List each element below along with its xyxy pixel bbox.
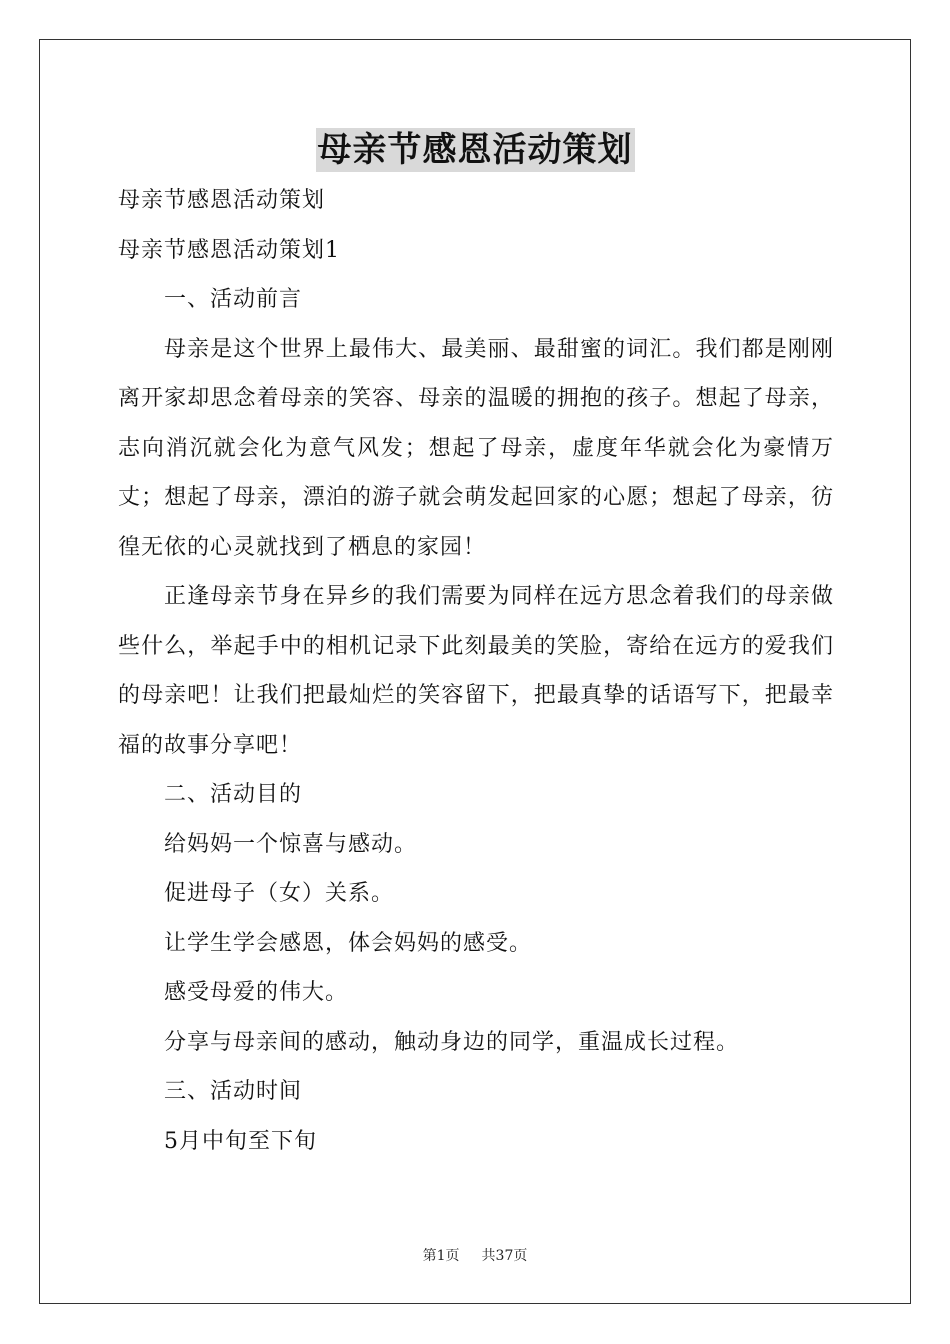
page-total: 共37页	[481, 1248, 528, 1264]
document-body	[118, 176, 834, 1166]
purpose-item: 分享与母亲间的感动，触动身边的同学，重温成长过程。	[164, 1029, 740, 1055]
page-footer	[0, 1247, 950, 1265]
subtitle-line: 母亲节感恩活动策划	[118, 188, 326, 213]
purpose-item: 感受母爱的伟大。	[164, 980, 349, 1005]
body-paragraph: 正逢母亲节身在异乡的我们需要为同样在远方思念着我们的母亲做些什么，举起手中的相机记录下此刻最美的笑脸，寄给在远方的爱我们的母亲吧！让我们把最灿烂的笑容留下，把最真挚的话语写下，把最幸福的故事分享吧！	[118, 584, 834, 758]
heading-activity-purpose: 二、活动目的	[164, 782, 303, 807]
purpose-item: 让学生学会感恩，体会妈妈的感受。	[164, 930, 533, 956]
body-paragraph: 母亲是这个世界上最伟大、最美丽、最甜蜜的词汇。我们都是刚刚离开家却思念着母亲的笑容、母亲的温暖的拥抱的孩子。想起了母亲，志向消沉就会化为意气风发；想起了母亲，虚度年华就会化为豪情万丈；想起了母亲，漂泊的游子就会萌发起回家的心愿；想起了母亲，彷徨无依的心灵就找到了栖息的家园！	[118, 336, 834, 560]
activity-time-value: 5月中旬至下旬	[164, 1128, 317, 1154]
purpose-item: 给妈妈一个惊喜与感动。	[164, 831, 418, 857]
document-title: 母亲节感恩活动策划	[317, 130, 633, 170]
heading-activity-preface: 一、活动前言	[164, 287, 303, 312]
purpose-item: 促进母子（女）关系。	[164, 881, 395, 906]
page-number: 第1页	[422, 1248, 460, 1264]
section-heading: 母亲节感恩活动策划1	[118, 237, 340, 263]
heading-activity-time: 三、活动时间	[164, 1079, 303, 1104]
title-wrap	[0, 128, 950, 172]
